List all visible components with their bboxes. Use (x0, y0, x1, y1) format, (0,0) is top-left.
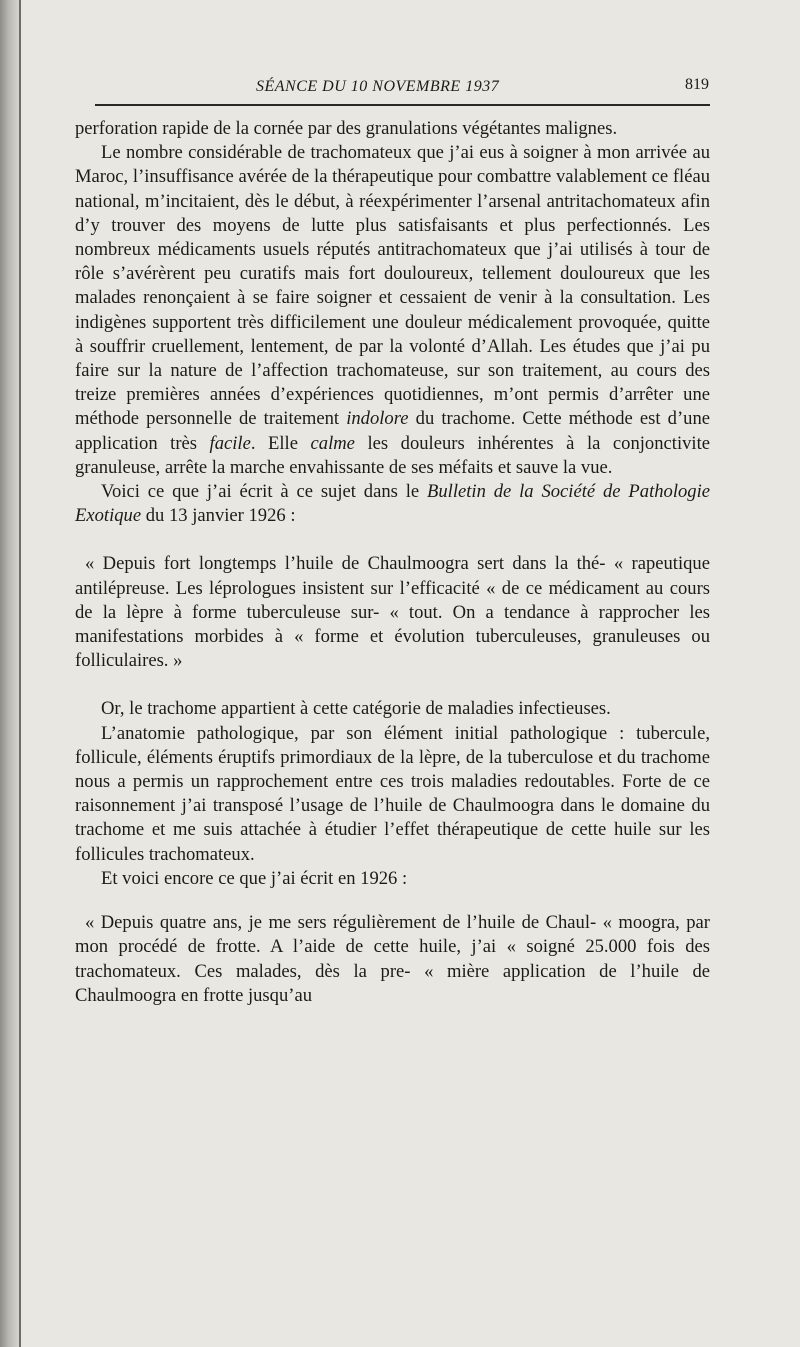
italic-term: facile (209, 432, 251, 454)
paragraph-trachoma-method (75, 141, 710, 480)
quotation-text: « Depuis quatre ans, je me sers régulièrement de l’huile de Chaul- « moogra, par mon procédé de frotte. A l’aide de cette huile, j’ai « soigné 25.000 fois des trachomateux. Ces malades, dès la pre- « mière application de l’huile de Chaulmoogra en frotte jusqu’au (75, 912, 710, 1006)
italic-term: indolore (346, 408, 409, 430)
paragraph-text: Le nombre considérable de trachomateux que j’ai eus à soigner à mon arrivée au Maroc, l’insuffisance avérée de la thérapeutique pour combattre valablement ce fléau national, m’incitaient, dès le début, à réexpérimenter l’arsenal antritachomateux afin d’y trouver des moyens de lutte plus satisfaisants et plus perfectionnés. Les nombreux médicaments usuels réputés antitrachomateux que j’ai utilisés à tour de rôle s’avérèrent peu curatifs mais fort douloureux, tellement douloureux que les malades renonçaient à se faire soigner et cessaient de venir à la consultation. Les indigènes supportent très difficilement une douleur médicalement provoquée, quitte à souffrir cruellement, lentement, de par la volonté d’Allah. Les études que j’ai pu faire sur la nature de l’affection trachomateuse, sur son traitement, au cours des treize premières années d’expériences quotidiennes, m’ont permis d’arrêter une méthode personnelle de traitement (75, 142, 710, 430)
page-body (75, 117, 710, 1008)
page-binding-line (19, 0, 21, 1347)
header-title: SÉANCE DU 10 NOVEMBRE 1937 (256, 78, 500, 95)
paragraph-text: . Elle (250, 432, 311, 454)
paragraph-text: du 13 janvier 1926 : (141, 505, 296, 527)
page-number: 819 (685, 76, 709, 93)
paragraph-text: L’anatomie pathologique, par son élément initial pathologique : tubercule, follicule, éléments éruptifs primordiaux de la lèpre, de la tuberculose et du trachome nous a permis un rapprochement entre ces trois maladies redoutables. Forte de ce raisonnement j’ai transposé l’usage de l’huile de Chaulmoogra dans le domaine du trachome et me suis attachée à étudier l’effet thérapeutique de cette huile sur les follicules trachomateux. (75, 722, 710, 865)
paragraph-text: perforation rapide de la cornée par des granulations végétantes malignes. (75, 118, 618, 139)
paragraph-text: Or, le trachome appartient à cette catégorie de maladies infectieuses. (101, 698, 611, 720)
quotation-1 (75, 552, 710, 673)
paragraph-1926-intro (75, 867, 710, 891)
quotation-text: « Depuis fort longtemps l’huile de Chaulmoogra sert dans la thé- « rapeutique antilépreuse. Les léprologues insistent sur l’efficacité « de ce médicament au cours de la lèpre à forme tuberculeuse sur- « tout. On a tendance à rapprocher les manifestations morbides à « forme et évolution tuberculeuses, granuleuses ou folliculaires. » (75, 553, 710, 672)
paragraph-text: les douleurs inhérentes à la conjonctivite granuleuse, arrête la marche envahissante de ses méfaits et sauve la vue. (75, 432, 710, 478)
paragraph-trachoma-category (75, 697, 710, 721)
page-binding-edge (0, 0, 20, 1347)
paragraph-text: Voici ce que j’ai écrit à ce sujet dans le (101, 481, 428, 503)
quotation-2 (75, 911, 710, 1008)
paragraph-text: Et voici encore ce que j’ai écrit en 1926 : (101, 867, 408, 889)
journal-title: Bulletin de la Société de Pathologie Exotique (75, 481, 711, 527)
paragraph-continuation (75, 117, 710, 141)
header-rule (95, 104, 710, 106)
italic-term: calme (310, 432, 355, 454)
paragraph-text: du trachome. Cette méthode est d’une application très (75, 408, 711, 454)
paragraph-anatomy (75, 722, 710, 867)
paragraph-bulletin-reference (75, 480, 710, 528)
